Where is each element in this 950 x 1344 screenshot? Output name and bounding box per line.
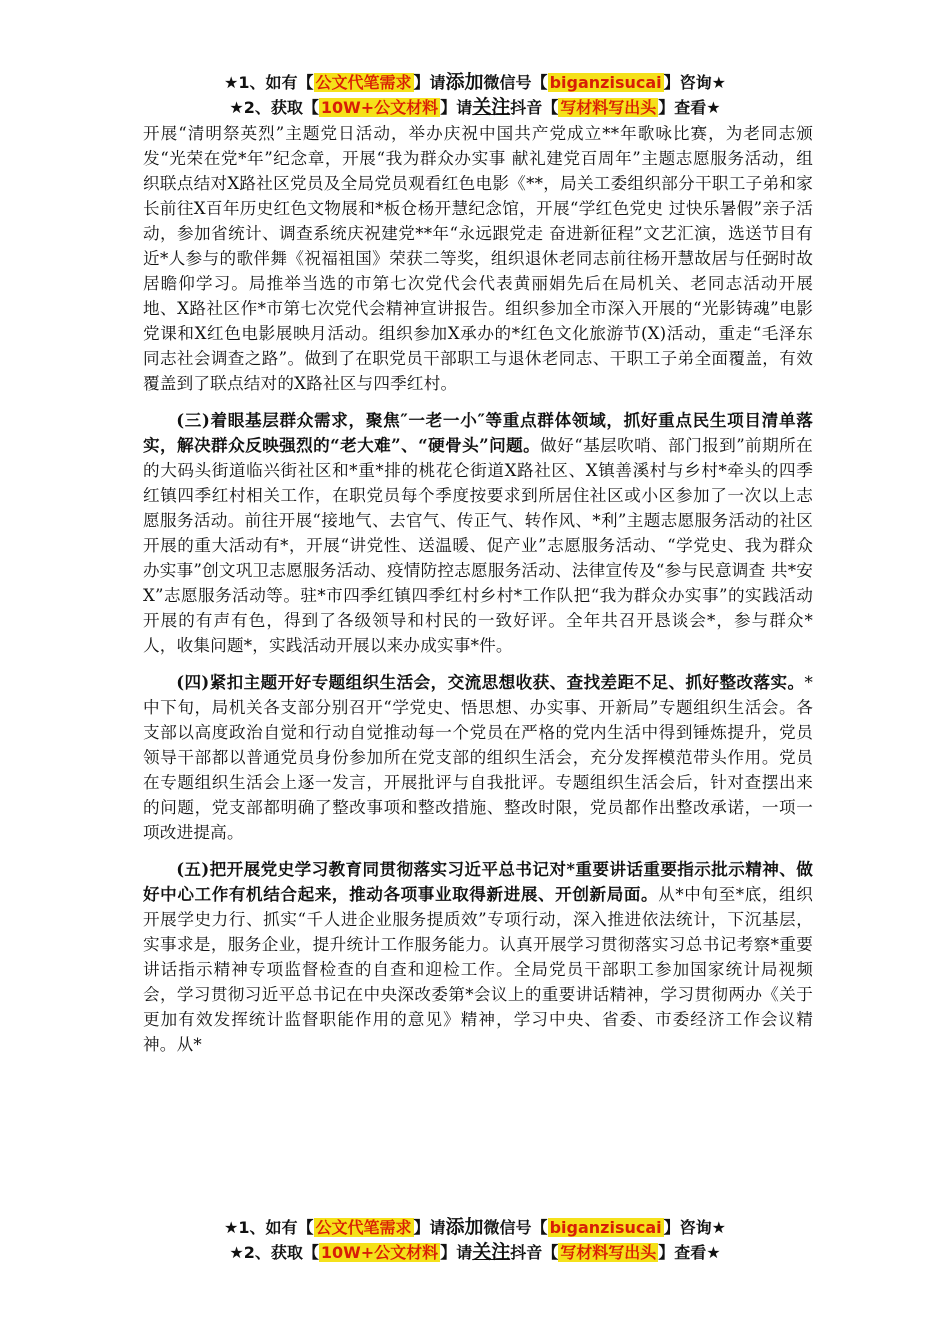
- promo-text: ★2、获取【: [229, 1243, 319, 1262]
- body-paragraph: [143, 121, 813, 396]
- promo-line-1: [0, 1215, 950, 1240]
- promo-highlight: 10W+公文材料: [320, 1243, 439, 1262]
- promo-text: 抖音【: [510, 98, 559, 117]
- promo-line-1: [0, 70, 950, 95]
- paragraph-text: *中下旬，局机关各支部分别召开“学党史、悟思想、办实事、开新局”专题组织生活会。各支部以高度政治自觉和行动自觉推动每一个党员在严格的党内生活中得到锤炼提升，党员领导干部都以普通党员身份参加所在党支部的组织生活会，充分发挥模范带头作用。党员在专题组织生活会上逐一发言，开展批评与自我批评。专题组织生活会后，针对查摆出来的问题，党支部都明确了整改事项和整改措施、整改时限，党员都作出整改承诺，一项一项改进提高。: [143, 673, 813, 842]
- promo-text: 微信号【: [483, 73, 548, 92]
- promo-emphasis: 添加: [445, 71, 484, 93]
- body-paragraph: [143, 408, 813, 658]
- paragraph-text: 开展“清明祭英烈”主题党日活动，举办庆祝中国共产党成立**年歌咏比赛，为老同志颁发“光荣在党*年”纪念章，开展“我为群众办实事 献礼建党百周年”主题志愿服务活动，组织联点结对X路社区党员及全局党员观看红色电影《**，局关工委组织部分干职工子弟和家长前往X百年历史红色文物展和*板仓杨开慧纪念馆，开展“学红色党史 过快乐暑假”亲子活动，参加省统计、调查系统庆祝建党**年“永远跟党走 奋进新征程”文艺汇演，选送节目有近*人参与的歌伴舞《祝福祖国》荣获二等奖，组织退休老同志前往杨开慧故居与任弼时故居瞻仰学习。局推举当选的市第七次党代会代表黄丽娟先后在局机关、老同志活动开展地、X路社区作*市第七次党代会精神宣讲报告。组织参加全市深入开展的“光影铸魂”电影党课和X红色电影展映月活动。组织参加X承办的*红色文化旅游节(X)活动，重走“毛泽东同志社会调查之路”。做到了在职党员干部职工与退休老同志、干职工子弟全面覆盖，有效覆盖到了联点结对的X路社区与四季红村。: [143, 124, 813, 393]
- promo-highlight: 写材料写出头: [560, 1243, 657, 1262]
- promo-highlight: 公文代笔需求: [315, 1218, 412, 1237]
- promo-text: 】请: [413, 1218, 446, 1237]
- paragraph-text: 从*中旬至*底，组织开展学史力行、抓实“千人进企业服务提质效”专项行动，深入推进依法统计，下沉基层，实事求是，服务企业，提升统计工作服务能力。认真开展学习贯彻落实习总书记考察*重要讲话指示精神专项监督检查的自查和迎检工作。全局党员干部职工参加国家统计局视频会，学习贯彻习近平总书记在中央深改委第*会议上的重要讲话精神，学习贯彻两办《关于更加有效发挥统计监督职能作用的意见》精神，学习中央、省委、市委经济工作会议精神。从*: [143, 885, 814, 1054]
- promo-text: ★1、如有【: [224, 73, 314, 92]
- promo-text: 微信号【: [483, 1218, 548, 1237]
- promo-emphasis: 关注: [472, 96, 511, 118]
- promo-text: 】请: [440, 1243, 473, 1262]
- promo-emphasis: 添加: [445, 1216, 484, 1238]
- promo-text: 】咨询★: [663, 73, 726, 92]
- promo-highlight: 写材料写出头: [560, 98, 657, 117]
- body-paragraph: [143, 670, 813, 845]
- promo-text: ★1、如有【: [224, 1218, 314, 1237]
- promo-text: 】查看★: [658, 98, 721, 117]
- paragraph-lead: (三)着眼基层群众需求，聚焦″一老一小″等重点群体领域，抓好重点民生项目清单落实，解决群众反映强烈的“老大难”、“硬骨头”问题。: [143, 410, 813, 455]
- promo-text: ★2、获取【: [229, 98, 319, 117]
- promo-line-2: [0, 95, 950, 120]
- promo-banner-top: [0, 70, 950, 120]
- promo-text: 】查看★: [658, 1243, 721, 1262]
- promo-text: 抖音【: [510, 1243, 559, 1262]
- promo-emphasis: 关注: [472, 1241, 511, 1263]
- paragraph-text: 做好“基层吹哨、部门报到”前期所在的大码头街道临兴街社区和*重*排的桃花仑街道X路社区、X镇善溪村与乡村*牵头的四季红镇四季红村相关工作，在职党员每个季度按要求到所居住社区或小区参加了一次以上志愿服务活动。前往开展“接地气、去官气、传正气、转作风、*利”主题志愿服务活动的社区开展的重大活动有*，开展“讲党性、送温暖、促产业”志愿服务活动、“学党史、我为群众办实事”创文巩卫志愿服务活动、疫情防控志愿服务活动、法律宣传及“参与民意调查 共*安X”志愿服务活动等。驻*市四季红镇四季红村乡村*工作队把“我为群众办实事”的实践活动开展的有声有色，得到了各级领导和村民的一致好评。全年共召开恳谈会*，参与群众*人，收集问题*，实践活动开展以来办成实事*件。: [143, 436, 813, 655]
- document-body: [143, 121, 813, 1069]
- promo-text: 】请: [413, 73, 446, 92]
- promo-highlight: 公文代笔需求: [315, 73, 412, 92]
- promo-highlight: biganzisucai: [549, 73, 662, 92]
- paragraph-lead: (四)紧扣主题开好专题组织生活会，交流思想收获、查找差距不足、抓好整改落实。: [176, 672, 805, 692]
- promo-banner-bottom: [0, 1215, 950, 1265]
- promo-highlight: biganzisucai: [549, 1218, 662, 1237]
- promo-text: 】请: [440, 98, 473, 117]
- paragraph-lead: (五)把开展党史学习教育同贯彻落实习近平总书记对*重要讲话重要指示批示精神、做好中心工作有机结合起来，推动各项事业取得新进展、开创新局面。: [143, 859, 813, 904]
- promo-text: 】咨询★: [663, 1218, 726, 1237]
- promo-highlight: 10W+公文材料: [320, 98, 439, 117]
- body-paragraph: [143, 857, 813, 1057]
- promo-line-2: [0, 1240, 950, 1265]
